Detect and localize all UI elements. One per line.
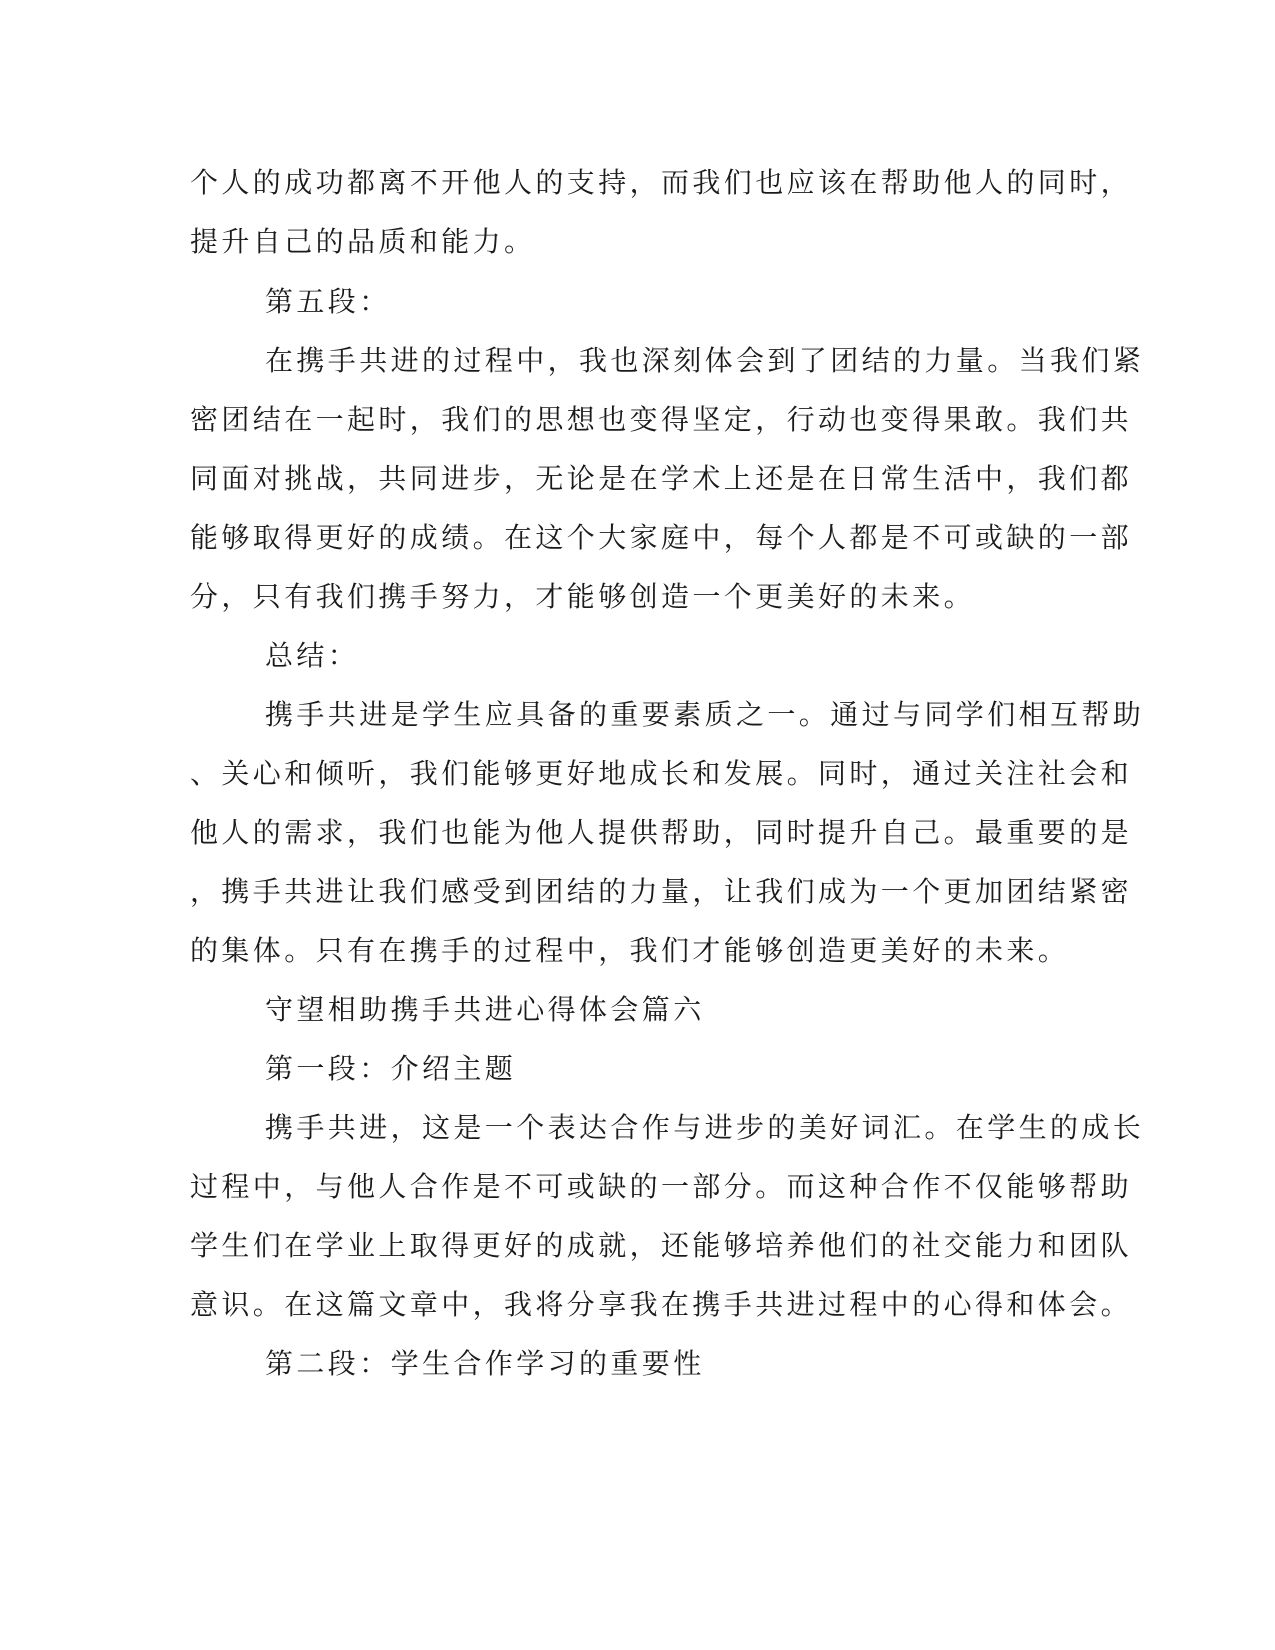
text-line: 同面对挑战，共同进步，无论是在学术上还是在日常生活中，我们都 [190,462,1133,495]
text-line: 分，只有我们携手努力，才能够创造一个更美好的未来。 [190,580,976,613]
text-line: 密团结在一起时，我们的思想也变得坚定，行动也变得果敢。我们共 [190,403,1133,436]
text-line: 能够取得更好的成绩。在这个大家庭中，每个人都是不可或缺的一部 [190,521,1133,554]
text-line: 、关心和倾听，我们能够更好地成长和发展。同时，通过关注社会和 [190,757,1133,790]
article-title: 守望相助携手共进心得体会篇六 [265,993,705,1026]
section-heading: 第五段： [265,285,391,318]
text-line: 的集体。只有在携手的过程中，我们才能够创造更美好的未来。 [190,934,1070,967]
text-line: 携手共进是学生应具备的重要素质之一。通过与同学们相互帮助 [265,698,1145,731]
text-line: 学生们在学业上取得更好的成就，还能够培养他们的社交能力和团队 [190,1229,1133,1262]
text-line: 过程中，与他人合作是不可或缺的一部分。而这种合作不仅能够帮助 [190,1170,1133,1203]
section-heading: 第二段：学生合作学习的重要性 [265,1347,705,1380]
text-line: 提升自己的品质和能力。 [190,225,536,258]
text-line: 携手共进，这是一个表达合作与进步的美好词汇。在学生的成长 [265,1111,1145,1144]
section-heading: 总结： [265,639,360,672]
section-heading: 第一段：介绍主题 [265,1052,517,1085]
text-line: 意识。在这篇文章中，我将分享我在携手共进过程中的心得和体会。 [190,1288,1133,1321]
text-line: 在携手共进的过程中，我也深刻体会到了团结的力量。当我们紧 [265,344,1145,377]
text-line: 个人的成功都离不开他人的支持，而我们也应该在帮助他人的同时， [190,166,1133,199]
text-line: ，携手共进让我们感受到团结的力量，让我们成为一个更加团结紧密 [190,875,1133,908]
text-line: 他人的需求，我们也能为他人提供帮助，同时提升自己。最重要的是 [190,816,1133,849]
